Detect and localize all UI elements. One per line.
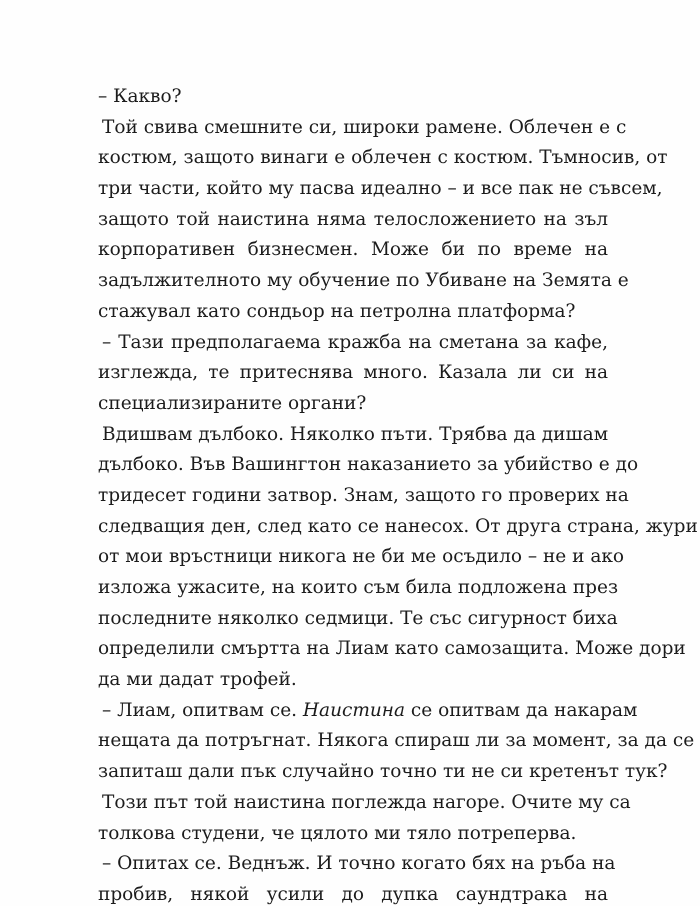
text-line: определили смъртта на Лиам като самозащита. Може дори [98,638,686,660]
body-text [98,82,698,911]
text-line: Този път той наистина поглежда нагоре. Очите му са [102,791,631,813]
text-line: задължителното му обучение по Убиване на Земята е [98,270,629,292]
text-line: – Тази предполагаема кражба на сметана за кафе, [102,331,608,353]
text-line: дълбоко. Във Вашингтон наказанието за убийство е до [98,454,639,476]
text-line: защото той наистина няма телосложението на зъл [98,208,608,230]
text-line: да ми дадат трофей. [98,669,297,691]
text-line: толкова студени, че цялото ми тяло потреперва. [98,822,577,844]
text-line: три части, който му пасва идеално – и все пак не съвсем, [98,178,663,200]
text-line: – Опитах се. Веднъж. И точно когато бях на ръба на [102,853,616,875]
text-line: Той свива смешните си, широки рамене. Облечен е с [102,116,627,138]
text-line: Вдишвам дълбоко. Няколко пъти. Трябва да дишам [102,423,609,445]
text-line: от мои връстници никога не би ме осъдило – не и ако [98,546,625,568]
text-line: пробив, някой усили до дупка саундтрака на [98,883,608,905]
text-line: корпоративен бизнесмен. Може би по време на [98,239,608,261]
text-line: следващия ден, след като се нанесох. От друга страна, жури [98,515,698,537]
text-line: нещата да потръгнат. Някога спираш ли за момент, за да се [98,730,695,752]
text-line: тридесет години затвор. Знам, защото го проверих на [98,484,629,506]
text-line: специализираните органи? [98,392,367,414]
text-line: последните няколко седмици. Те със сигурност биха [98,607,618,629]
italic-emphasis: Наистина [302,699,406,721]
text-line: – Какво? [98,86,182,107]
text-line-with-italic [98,696,638,727]
text-line: костюм, защото винаги е облечен с костюм. Тъмносив, от [98,147,668,169]
text-fragment: – Лиам, опитвам се. [102,699,303,721]
text-line: стажувал като сондьор на петролна платформа? [98,300,576,322]
text-line: изложа ужасите, на които съм била подложена през [98,577,619,598]
text-fragment: се опитвам да накарам [405,699,638,721]
text-line: изглежда, те притеснява много. Казала ли си на [98,362,608,384]
text-line: запиташ дали пък случайно точно ти не си кретенът тук? [98,761,668,783]
